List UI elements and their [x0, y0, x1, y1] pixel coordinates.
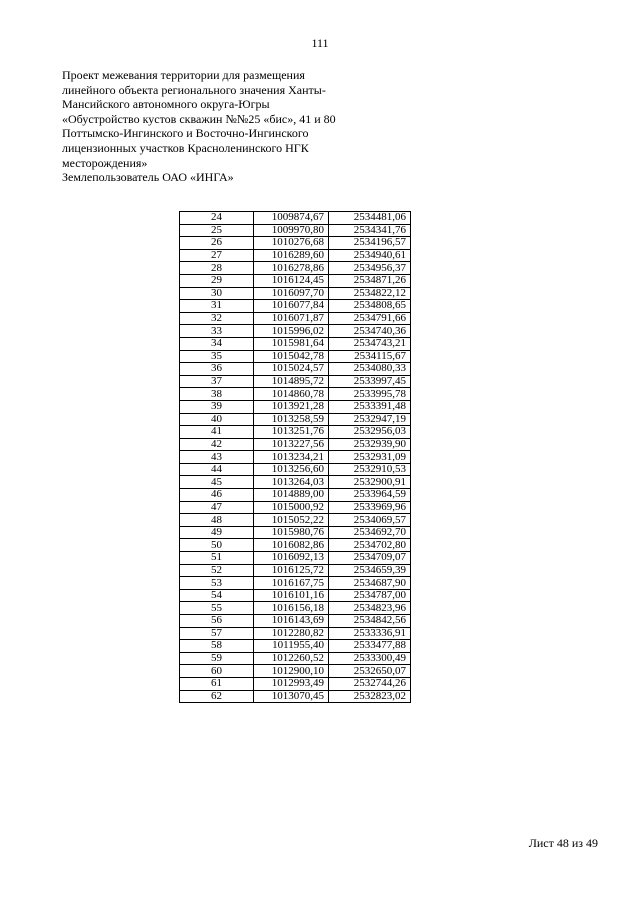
x-coordinate-cell: 1013251,76	[254, 426, 329, 439]
x-coordinate-cell: 1013256,60	[254, 463, 329, 476]
table-row	[180, 262, 411, 275]
y-coordinate-cell: 2532650,07	[329, 665, 411, 678]
header-line: месторождения»	[62, 155, 148, 170]
x-coordinate-cell: 1014860,78	[254, 388, 329, 401]
point-number-cell: 38	[180, 388, 254, 401]
x-coordinate-cell: 1016101,16	[254, 589, 329, 602]
y-coordinate-cell: 2533336,91	[329, 627, 411, 640]
x-coordinate-cell: 1016071,87	[254, 312, 329, 325]
header-line: Мансийского автономного округа-Югры	[62, 97, 270, 112]
table-row	[180, 615, 411, 628]
table-row	[180, 489, 411, 502]
point-number-cell: 44	[180, 463, 254, 476]
y-coordinate-cell: 2532910,53	[329, 463, 411, 476]
x-coordinate-cell: 1009874,67	[254, 212, 329, 225]
point-number-cell: 62	[180, 690, 254, 703]
table-row	[180, 640, 411, 653]
y-coordinate-cell: 2533391,48	[329, 400, 411, 413]
point-number-cell: 56	[180, 615, 254, 628]
page-number: 111	[311, 36, 329, 50]
table-row	[180, 665, 411, 678]
table-row	[180, 388, 411, 401]
y-coordinate-cell: 2532823,02	[329, 690, 411, 703]
sheet-counter: Лист 48 из 49	[528, 836, 598, 850]
y-coordinate-cell: 2534842,56	[329, 615, 411, 628]
table-row	[180, 690, 411, 703]
table-row	[180, 300, 411, 313]
y-coordinate-cell: 2534808,65	[329, 300, 411, 313]
x-coordinate-cell: 1013070,45	[254, 690, 329, 703]
x-coordinate-cell: 1010276,68	[254, 237, 329, 250]
x-coordinate-cell: 1015052,22	[254, 514, 329, 527]
header-line: Землепользователь ОАО «ИНГА»	[62, 170, 234, 185]
x-coordinate-cell: 1013234,21	[254, 451, 329, 464]
table-row	[180, 627, 411, 640]
header-line: лицензионных участков Красноленинского НГК	[62, 140, 309, 155]
x-coordinate-cell: 1016097,70	[254, 287, 329, 300]
table-row	[180, 564, 411, 577]
point-number-cell: 39	[180, 400, 254, 413]
table-row	[180, 677, 411, 690]
point-number-cell: 51	[180, 552, 254, 565]
point-number-cell: 25	[180, 224, 254, 237]
y-coordinate-cell: 2534702,80	[329, 539, 411, 552]
x-coordinate-cell: 1015024,57	[254, 363, 329, 376]
x-coordinate-cell: 1014889,00	[254, 489, 329, 502]
y-coordinate-cell: 2534822,12	[329, 287, 411, 300]
y-coordinate-cell: 2533995,78	[329, 388, 411, 401]
x-coordinate-cell: 1016156,18	[254, 602, 329, 615]
y-coordinate-cell: 2534871,26	[329, 274, 411, 287]
y-coordinate-cell: 2534791,66	[329, 312, 411, 325]
point-number-cell: 34	[180, 337, 254, 350]
table-row	[180, 577, 411, 590]
y-coordinate-cell: 2534659,39	[329, 564, 411, 577]
table-row	[180, 552, 411, 565]
y-coordinate-cell: 2532900,91	[329, 476, 411, 489]
x-coordinate-cell: 1016124,45	[254, 274, 329, 287]
document-header	[62, 68, 392, 185]
table-row	[180, 212, 411, 225]
y-coordinate-cell: 2533477,88	[329, 640, 411, 653]
table-row	[180, 426, 411, 439]
y-coordinate-cell: 2533300,49	[329, 652, 411, 665]
point-number-cell: 47	[180, 501, 254, 514]
table-row	[180, 539, 411, 552]
point-number-cell: 58	[180, 640, 254, 653]
x-coordinate-cell: 1016082,86	[254, 539, 329, 552]
y-coordinate-cell: 2534823,96	[329, 602, 411, 615]
header-line: Проект межевания территории для размещения	[62, 68, 305, 82]
y-coordinate-cell: 2532947,19	[329, 413, 411, 426]
x-coordinate-cell: 1016143,69	[254, 615, 329, 628]
y-coordinate-cell: 2534956,37	[329, 262, 411, 275]
table-row	[180, 224, 411, 237]
y-coordinate-cell: 2534687,90	[329, 577, 411, 590]
point-number-cell: 43	[180, 451, 254, 464]
x-coordinate-cell: 1015996,02	[254, 325, 329, 338]
table-row	[180, 463, 411, 476]
table-row	[180, 325, 411, 338]
y-coordinate-cell: 2532931,09	[329, 451, 411, 464]
y-coordinate-cell: 2532939,90	[329, 438, 411, 451]
point-number-cell: 60	[180, 665, 254, 678]
table-row	[180, 350, 411, 363]
point-number-cell: 40	[180, 413, 254, 426]
table-row	[180, 501, 411, 514]
table-row	[180, 312, 411, 325]
coordinates-table	[179, 211, 411, 703]
coordinates-table-body	[180, 212, 411, 703]
x-coordinate-cell: 1015980,76	[254, 526, 329, 539]
table-row	[180, 589, 411, 602]
point-number-cell: 36	[180, 363, 254, 376]
y-coordinate-cell: 2534115,67	[329, 350, 411, 363]
point-number-cell: 54	[180, 589, 254, 602]
y-coordinate-cell: 2533997,45	[329, 375, 411, 388]
y-coordinate-cell: 2533964,59	[329, 489, 411, 502]
point-number-cell: 45	[180, 476, 254, 489]
y-coordinate-cell: 2534787,00	[329, 589, 411, 602]
x-coordinate-cell: 1013264,03	[254, 476, 329, 489]
table-row	[180, 602, 411, 615]
x-coordinate-cell: 1016077,84	[254, 300, 329, 313]
point-number-cell: 26	[180, 237, 254, 250]
point-number-cell: 37	[180, 375, 254, 388]
y-coordinate-cell: 2534740,36	[329, 325, 411, 338]
point-number-cell: 33	[180, 325, 254, 338]
header-line: линейного объекта регионального значения Ханты-	[62, 82, 326, 97]
header-line: Поттымско-Ингинского и Восточно-Ингинского	[62, 126, 309, 141]
point-number-cell: 48	[180, 514, 254, 527]
point-number-cell: 31	[180, 300, 254, 313]
y-coordinate-cell: 2532744,26	[329, 677, 411, 690]
table-row	[180, 287, 411, 300]
x-coordinate-cell: 1012993,49	[254, 677, 329, 690]
x-coordinate-cell: 1016278,86	[254, 262, 329, 275]
y-coordinate-cell: 2534940,61	[329, 249, 411, 262]
table-row	[180, 274, 411, 287]
x-coordinate-cell: 1012260,52	[254, 652, 329, 665]
point-number-cell: 61	[180, 677, 254, 690]
point-number-cell: 46	[180, 489, 254, 502]
table-row	[180, 249, 411, 262]
x-coordinate-cell: 1015042,78	[254, 350, 329, 363]
y-coordinate-cell: 2534069,57	[329, 514, 411, 527]
point-number-cell: 50	[180, 539, 254, 552]
x-coordinate-cell: 1016167,75	[254, 577, 329, 590]
point-number-cell: 57	[180, 627, 254, 640]
table-row	[180, 375, 411, 388]
y-coordinate-cell: 2534709,07	[329, 552, 411, 565]
point-number-cell: 53	[180, 577, 254, 590]
x-coordinate-cell: 1013227,56	[254, 438, 329, 451]
point-number-cell: 52	[180, 564, 254, 577]
table-row	[180, 363, 411, 376]
point-number-cell: 28	[180, 262, 254, 275]
point-number-cell: 27	[180, 249, 254, 262]
table-row	[180, 526, 411, 539]
x-coordinate-cell: 1014895,72	[254, 375, 329, 388]
table-row	[180, 652, 411, 665]
x-coordinate-cell: 1009970,80	[254, 224, 329, 237]
table-row	[180, 451, 411, 464]
y-coordinate-cell: 2534080,33	[329, 363, 411, 376]
point-number-cell: 42	[180, 438, 254, 451]
y-coordinate-cell: 2534481,06	[329, 212, 411, 225]
x-coordinate-cell: 1016092,13	[254, 552, 329, 565]
table-row	[180, 514, 411, 527]
y-coordinate-cell: 2534196,57	[329, 237, 411, 250]
x-coordinate-cell: 1012280,82	[254, 627, 329, 640]
y-coordinate-cell: 2534692,70	[329, 526, 411, 539]
point-number-cell: 32	[180, 312, 254, 325]
table-row	[180, 413, 411, 426]
point-number-cell: 59	[180, 652, 254, 665]
point-number-cell: 24	[180, 212, 254, 225]
point-number-cell: 35	[180, 350, 254, 363]
x-coordinate-cell: 1012900,10	[254, 665, 329, 678]
x-coordinate-cell: 1016289,60	[254, 249, 329, 262]
x-coordinate-cell: 1013258,59	[254, 413, 329, 426]
y-coordinate-cell: 2532956,03	[329, 426, 411, 439]
table-row	[180, 438, 411, 451]
x-coordinate-cell: 1011955,40	[254, 640, 329, 653]
point-number-cell: 41	[180, 426, 254, 439]
point-number-cell: 29	[180, 274, 254, 287]
table-row	[180, 476, 411, 489]
x-coordinate-cell: 1015981,64	[254, 337, 329, 350]
table-row	[180, 237, 411, 250]
point-number-cell: 55	[180, 602, 254, 615]
point-number-cell: 49	[180, 526, 254, 539]
y-coordinate-cell: 2534743,21	[329, 337, 411, 350]
table-row	[180, 400, 411, 413]
point-number-cell: 30	[180, 287, 254, 300]
x-coordinate-cell: 1016125,72	[254, 564, 329, 577]
table-row	[180, 337, 411, 350]
x-coordinate-cell: 1015000,92	[254, 501, 329, 514]
y-coordinate-cell: 2534341,76	[329, 224, 411, 237]
header-line: «Обустройство кустов скважин №№25 «бис», 41 и 80	[62, 111, 336, 126]
y-coordinate-cell: 2533969,96	[329, 501, 411, 514]
x-coordinate-cell: 1013921,28	[254, 400, 329, 413]
